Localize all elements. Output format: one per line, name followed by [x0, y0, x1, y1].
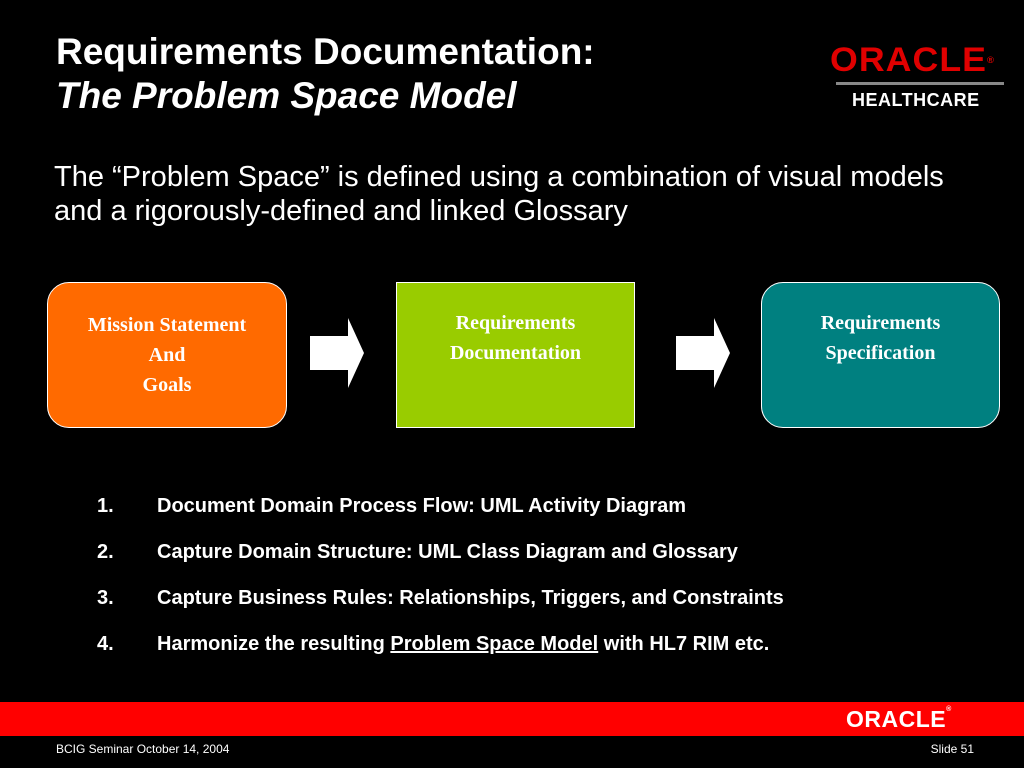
slide-title [56, 30, 595, 118]
healthcare-label: HEALTHCARE [852, 90, 980, 110]
list-item: 4. Harmonize the resulting Problem Space Model with HL7 RIM etc. [97, 633, 770, 655]
problem-space-model-link[interactable]: Problem Space Model [390, 633, 599, 655]
arrow-right-icon [676, 318, 730, 388]
title-subtitle: The Problem Space Model [56, 75, 517, 116]
mission-goals-box: Mission Statement And Goals [47, 282, 287, 428]
list-item: 1. Document Domain Process Flow: UML Activity Diagram [97, 495, 686, 517]
logo-divider [836, 82, 1004, 85]
steps-list [97, 490, 784, 674]
footer-oracle-logo: ORACLE® [846, 706, 952, 732]
slide-number: Slide 51 [930, 742, 974, 756]
list-item: 2. Capture Domain Structure: UML Class Diagram and Glossary [97, 541, 738, 563]
oracle-healthcare-logo [830, 42, 1010, 122]
requirements-documentation-box: Requirements Documentation [396, 282, 635, 428]
oracle-wordmark: ORACLE® [830, 41, 996, 79]
list-item: 3. Capture Business Rules: Relationships, Triggers, and Constraints [97, 587, 784, 609]
requirements-specification-box: Requirements Specification [761, 282, 1000, 428]
footer-seminar-info: BCIG Seminar October 14, 2004 [56, 742, 230, 756]
intro-text: The “Problem Space” is defined using a combination of visual models and a rigorously-defined and linked Glossary [54, 161, 944, 227]
arrow-right-icon [310, 318, 364, 388]
title-main: Requirements Documentation: [56, 31, 595, 72]
